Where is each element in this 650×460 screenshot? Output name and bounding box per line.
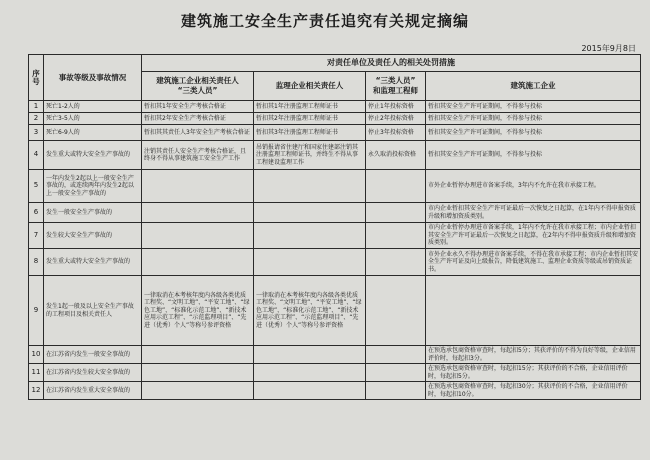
row-seq: 11 — [29, 364, 44, 382]
row-accident-type: 一年内发生2起以上一般安全生产事故的，或连续两年内发生2起以上一般安全生产事故的 — [44, 170, 142, 203]
row-seq: 1 — [29, 101, 44, 113]
row-contractor-staff-measure — [142, 346, 254, 364]
row-seq: 7 — [29, 223, 44, 249]
row-accident-type: 死亡1-2人的 — [44, 101, 142, 113]
row-contractor-staff-measure: 暂扣其其责任人3年安全生产考核合格证 — [142, 125, 254, 141]
row-contractor-staff-measure: 暂扣其2年安全生产考核合格证 — [142, 113, 254, 125]
table-row — [29, 101, 641, 113]
row-supervisor-staff-measure: 暂扣其1年注册监理工程师证书 — [254, 101, 366, 113]
row-engineer-measure: 停止3年投标资格 — [366, 125, 426, 141]
row-contractor-staff-measure: 暂扣其1年安全生产考核合格证 — [142, 101, 254, 113]
row-supervisor-staff-measure — [254, 223, 366, 249]
document-date: 2015年9月8日 — [581, 44, 636, 53]
row-contractor-measure: 在预选承包商资格审查时，每起扣15分；其获评价的不合格，企业信用评价时，每起扣5分。 — [426, 364, 641, 382]
row-supervisor-staff-measure — [254, 364, 366, 382]
row-seq: 12 — [29, 382, 44, 400]
table-row — [29, 125, 641, 141]
row-supervisor-staff-measure — [254, 249, 366, 276]
row-accident-type: 发生较大安全生产事故的 — [44, 223, 142, 249]
row-contractor-staff-measure — [142, 223, 254, 249]
header-seq: 序号 — [29, 55, 44, 101]
row-engineer-measure: 停止1年投标资格 — [366, 101, 426, 113]
header-accident-type: 事故等级及事故情况 — [44, 55, 142, 101]
row-seq: 4 — [29, 141, 44, 170]
table-row — [29, 249, 641, 276]
row-seq: 5 — [29, 170, 44, 203]
table-row — [29, 364, 641, 382]
row-supervisor-staff-measure — [254, 203, 366, 223]
header-col-engineers-label: “三类人员” 和监理工程师 — [373, 76, 418, 95]
row-engineer-measure — [366, 364, 426, 382]
table-row — [29, 203, 641, 223]
row-accident-type: 发生一般安全生产事故的 — [44, 203, 142, 223]
row-contractor-staff-measure — [142, 249, 254, 276]
row-engineer-measure — [366, 170, 426, 203]
penalty-table — [28, 54, 641, 400]
table-row — [29, 382, 641, 400]
row-supervisor-staff-measure: 吊销报请省住建厅和国家住建部注销其注册监理工程师证书，并终生不得从事工程建设监理工作 — [254, 141, 366, 170]
row-contractor-staff-measure — [142, 203, 254, 223]
row-supervisor-staff-measure: 暂扣其3年注册监理工程师证书 — [254, 125, 366, 141]
table-row — [29, 141, 641, 170]
row-engineer-measure — [366, 249, 426, 276]
row-engineer-measure: 永久取消投标资格 — [366, 141, 426, 170]
table-row — [29, 113, 641, 125]
row-accident-type: 在江苏省内发生重大安全事故的 — [44, 382, 142, 400]
row-contractor-measure: 暂扣其安全生产许可证期间，不得参与投标 — [426, 113, 641, 125]
header-col-supervisor-staff: 监理企业相关责任人 — [254, 72, 366, 101]
row-accident-type: 在江苏省内发生较大安全事故的 — [44, 364, 142, 382]
table-row — [29, 276, 641, 346]
row-contractor-measure — [426, 276, 641, 346]
header-col-contractor-staff-label: 建筑施工企业相关责任人 “三类人员” — [156, 76, 239, 95]
row-engineer-measure — [366, 382, 426, 400]
row-contractor-measure: 在预选承包商资格审查时，每起扣5分；其获评价的不得为良好等级，企业信用评价时，每起扣3分。 — [426, 346, 641, 364]
table-row — [29, 346, 641, 364]
row-engineer-measure — [366, 276, 426, 346]
row-supervisor-staff-measure — [254, 346, 366, 364]
row-seq: 8 — [29, 249, 44, 276]
row-contractor-staff-measure: 注销其责任人安全生产考核合格证，且终身不得从事建筑施工安全生产工作 — [142, 141, 254, 170]
table-row — [29, 223, 641, 249]
row-seq: 2 — [29, 113, 44, 125]
row-supervisor-staff-measure: 暂扣其2年注册监理工程师证书 — [254, 113, 366, 125]
row-accident-type: 发生1起一般及以上安全生产事故的工程项目及相关责任人 — [44, 276, 142, 346]
row-engineer-measure — [366, 346, 426, 364]
header-col-contractor-staff — [142, 72, 254, 101]
table-row — [29, 170, 641, 203]
row-contractor-measure: 市外企业暂停办理进市备案手续，3年内不允许在我市承接工程。 — [426, 170, 641, 203]
row-contractor-staff-measure — [142, 364, 254, 382]
row-contractor-measure: 暂扣其安全生产许可证期间，不得参与投标 — [426, 125, 641, 141]
header-measures: 对责任单位及责任人的相关处罚措施 — [142, 55, 641, 72]
row-contractor-staff-measure — [142, 382, 254, 400]
row-accident-type: 死亡3-5人的 — [44, 113, 142, 125]
row-accident-type: 发生重大或特大安全生产事故的 — [44, 249, 142, 276]
row-supervisor-staff-measure — [254, 382, 366, 400]
row-accident-type: 死亡6-9人的 — [44, 125, 142, 141]
row-engineer-measure — [366, 223, 426, 249]
row-contractor-measure: 暂扣其安全生产许可证期间，不得参与投标 — [426, 101, 641, 113]
header-col-engineers — [366, 72, 426, 101]
row-engineer-measure: 停止2年投标资格 — [366, 113, 426, 125]
row-contractor-measure: 市外企业永久不得办理进市备案手续，不得在我市承接工程；市内企业暂扣其安全生产许可证及向上级报告，降低建筑施工、监理企业资质等级或吊销资质证书。 — [426, 249, 641, 276]
row-seq: 6 — [29, 203, 44, 223]
row-seq: 10 — [29, 346, 44, 364]
row-contractor-measure: 市内企业暂扣其安全生产许可证最后一次恢复之日起算，在1年内不得申报资质升级和增加资质类别。 — [426, 203, 641, 223]
header-col-contractor: 建筑施工企业 — [426, 72, 641, 101]
row-seq: 3 — [29, 125, 44, 141]
row-contractor-measure: 市内企业暂停办理进市备案手续，1年内不允许在我市承接工程；市内企业暂扣其安全生产许可证最后一次恢复之日起算，在2年内不得申报资质升级和增加资质类别。 — [426, 223, 641, 249]
row-contractor-staff-measure: 一律取消在本考核年度内各级各类优质工程奖、“文明工地”、“平安工地”、“绿色工地”、“标准化示范工地”、“新技术应用示范工程”、“示范监理项目”、“先进（优秀）个人”等称号参评资格 — [142, 276, 254, 346]
row-contractor-measure: 暂扣其安全生产许可证期间，不得参与投标 — [426, 141, 641, 170]
row-contractor-staff-measure — [142, 170, 254, 203]
row-contractor-measure: 在预选承包商资格审查时，每起扣30分；其获评价的不合格，企业信用评价时，每起扣10分。 — [426, 382, 641, 400]
row-supervisor-staff-measure: 一律取消在本考核年度内各级各类优质工程奖、“文明工地”、“平安工地”、“绿色工地”、“标准化示范工地”、“新技术应用示范工程”、“示范监理项目”、“先进（优秀）个人”等称号参评资格 — [254, 276, 366, 346]
row-supervisor-staff-measure — [254, 170, 366, 203]
row-accident-type: 在江苏省内发生一般安全事故的 — [44, 346, 142, 364]
document-title: 建筑施工安全生产责任追究有关规定摘编 — [180, 12, 469, 30]
row-seq: 9 — [29, 276, 44, 346]
row-engineer-measure — [366, 203, 426, 223]
row-accident-type: 发生重大或特大安全生产事故的 — [44, 141, 142, 170]
